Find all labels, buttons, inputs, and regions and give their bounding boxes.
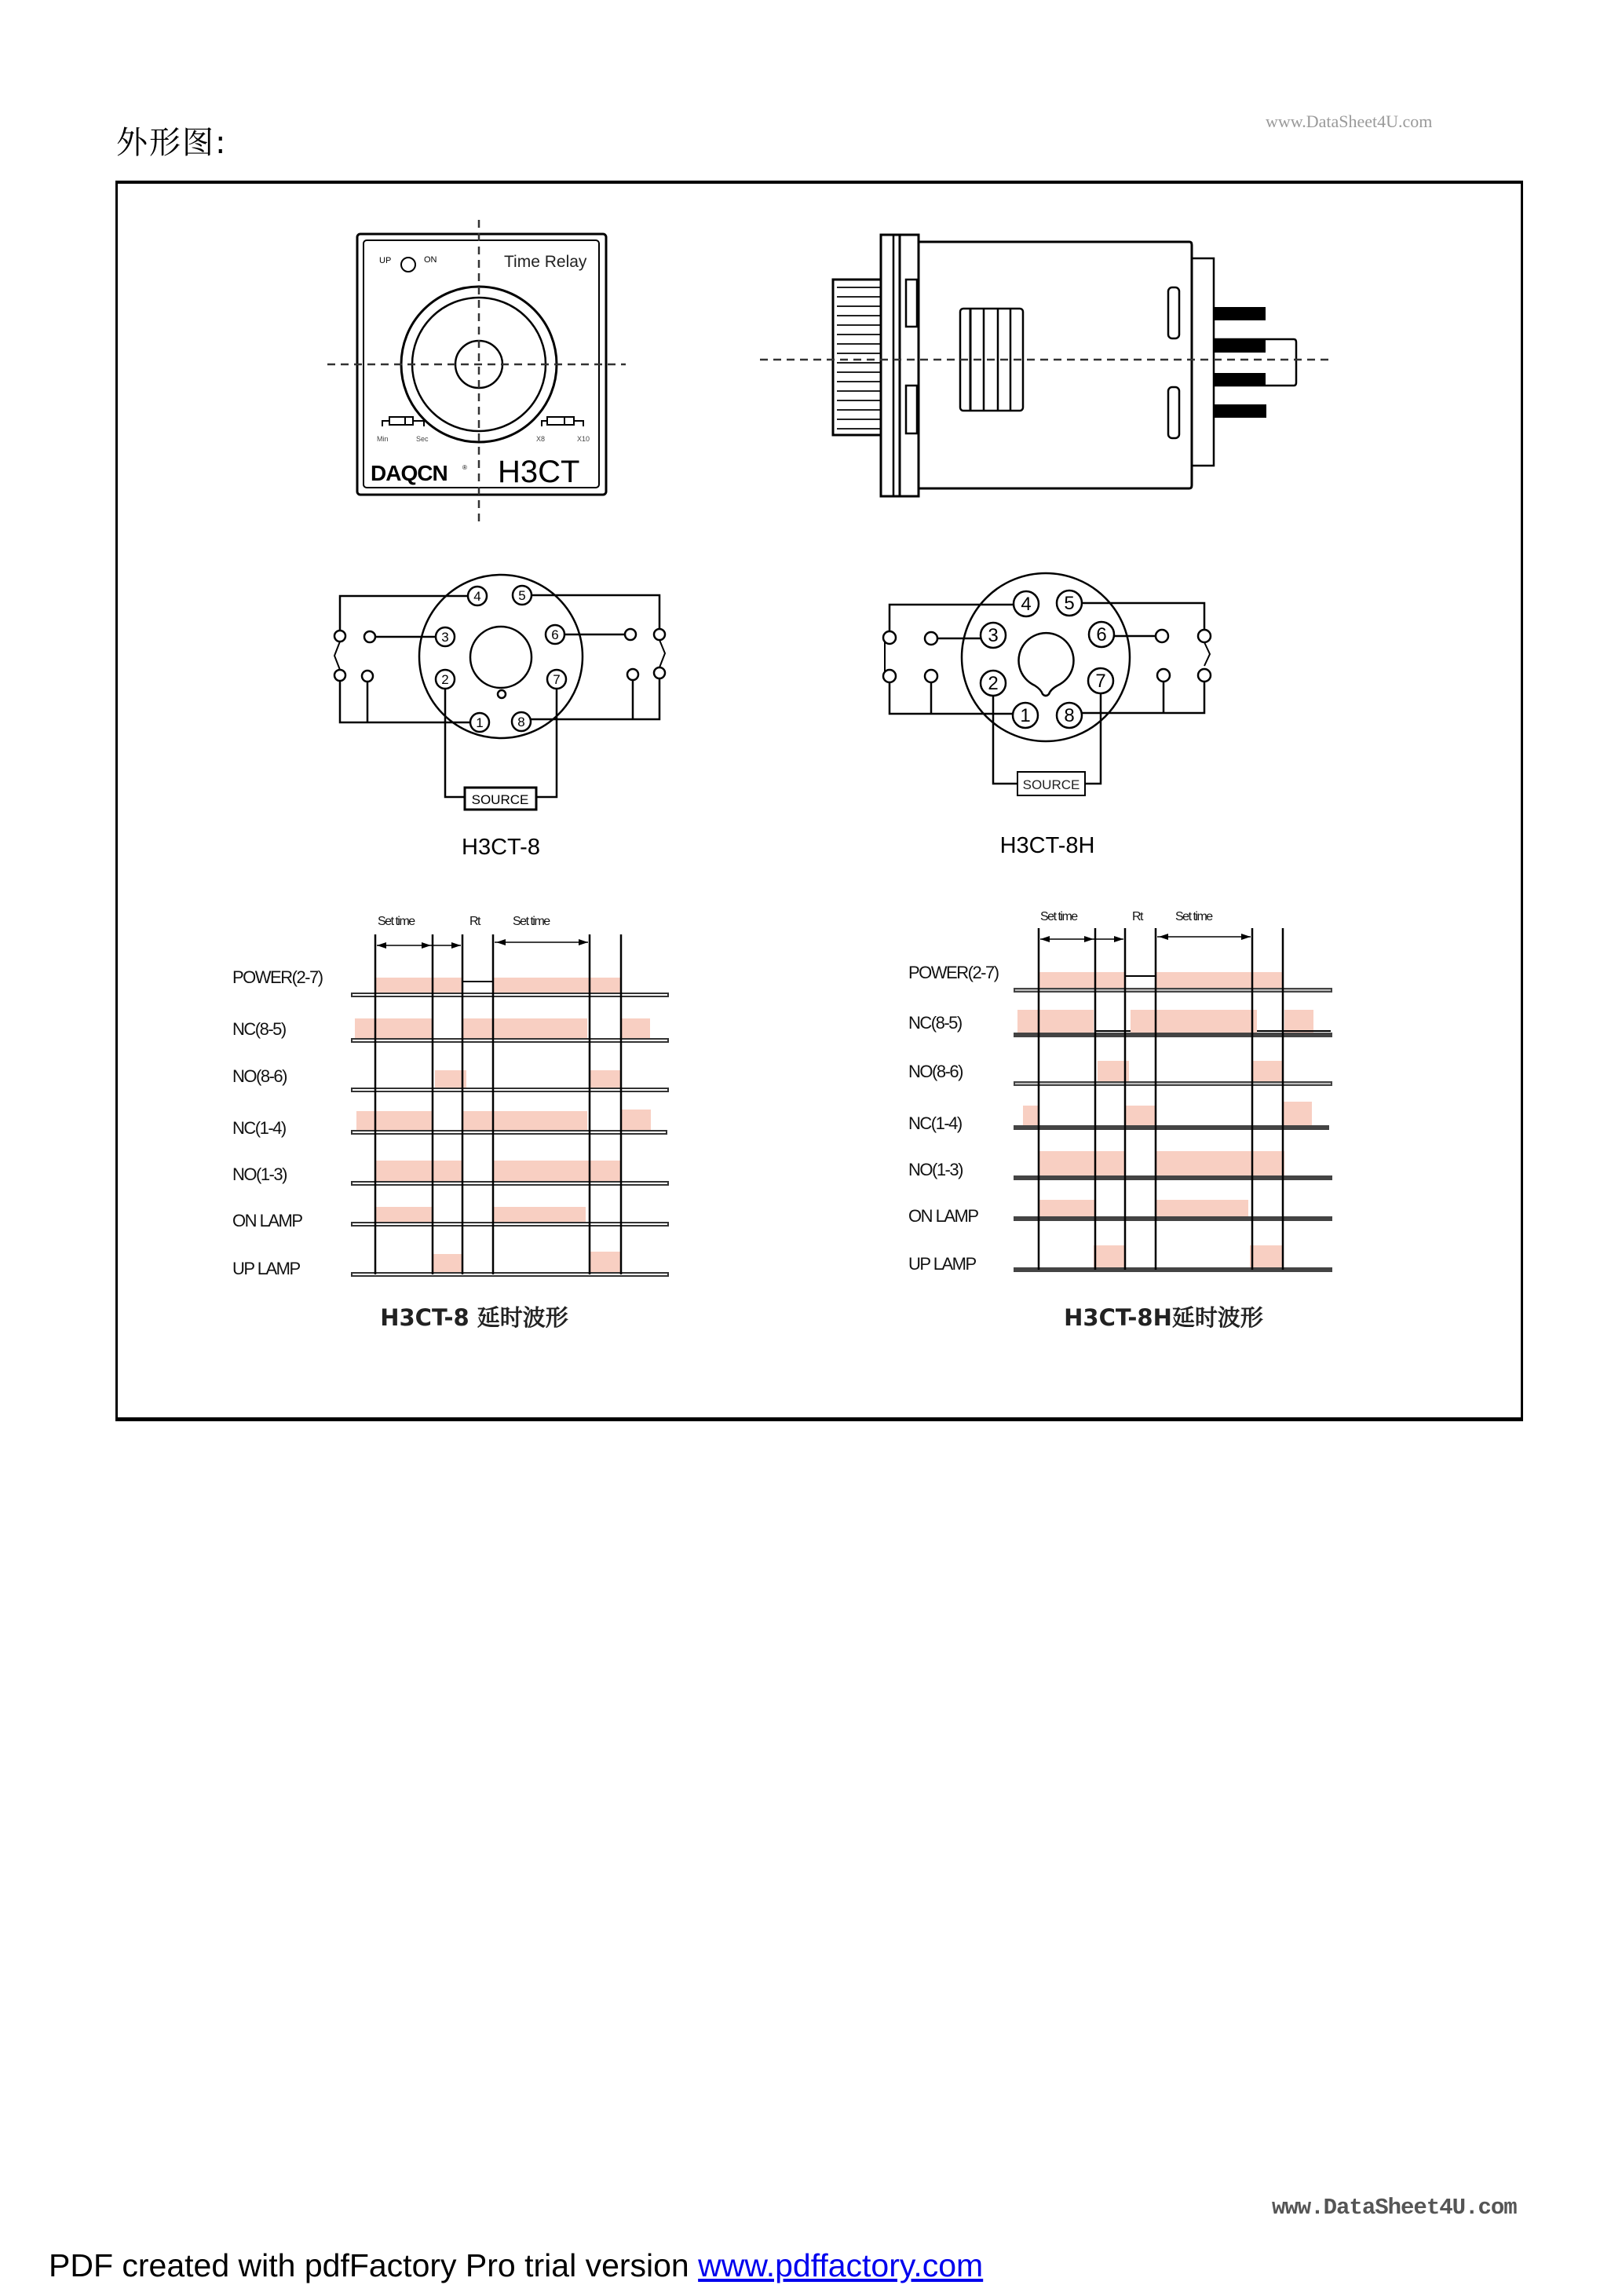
- pin-4-label: 4: [1021, 594, 1032, 615]
- product-type-label: Time Relay: [504, 253, 587, 271]
- pdffactory-link[interactable]: www.pdffactory.com: [698, 2247, 984, 2283]
- timing-chart-h3ct-8h: [908, 910, 1332, 1331]
- pin-8-label: 8: [517, 715, 525, 729]
- pin-5-label: 5: [1064, 593, 1075, 614]
- set-time-label: Set time: [1040, 910, 1077, 923]
- indicator-lamp-icon: [401, 258, 415, 272]
- signal-label-nc-1-4: NC(1-4): [232, 1118, 286, 1138]
- wiring-diagram-h3ct-8h: [883, 573, 1211, 795]
- watermark-bottom: www.DataSheet4U.com: [1272, 2195, 1517, 2221]
- signal-label-nc-8-5: NC(8-5): [232, 1019, 286, 1039]
- timing-chart-h3ct-8: [232, 915, 669, 1331]
- rt-label: Rt: [469, 915, 480, 928]
- pin-7-label: 7: [1095, 671, 1106, 692]
- page-heading: 外形图:: [116, 125, 228, 161]
- set-time-label: Set time: [1175, 910, 1212, 923]
- pdf-footer-text: PDF created with pdfFactory Pro trial version: [49, 2247, 699, 2283]
- on-label: ON: [424, 255, 437, 265]
- pin-2-label: 2: [441, 672, 449, 687]
- timing-caption-h3ct-8: H3CT-8 延时波形: [380, 1304, 568, 1331]
- rt-label: Rt: [1132, 910, 1142, 923]
- pin-6-label: 6: [551, 627, 559, 642]
- sec-label: Sec: [416, 435, 429, 443]
- signal-label-on-lamp: ON LAMP: [908, 1206, 978, 1226]
- pin-3-label: 3: [441, 630, 449, 645]
- model-label: H3CT: [498, 455, 580, 489]
- pin-numbers-h3ct-8: [441, 588, 560, 860]
- x8-label: X8: [536, 435, 546, 443]
- signal-label-no-8-6: NO(8-6): [232, 1066, 287, 1086]
- relay-pins: [1214, 307, 1266, 418]
- signal-label-on-lamp: ON LAMP: [232, 1211, 302, 1230]
- pin-5-label: 5: [518, 588, 526, 603]
- pin-2-label: 2: [988, 673, 999, 694]
- pin-3-label: 3: [988, 625, 999, 646]
- source-label: SOURCE: [471, 792, 529, 807]
- signal-label-nc-1-4: NC(1-4): [908, 1113, 962, 1133]
- signal-label-power: POWER(2-7): [232, 967, 323, 987]
- signal-label-up-lamp: UP LAMP: [908, 1254, 976, 1274]
- pin-4-label: 4: [473, 589, 481, 604]
- side-view: [760, 235, 1328, 496]
- source-label: SOURCE: [1022, 777, 1080, 792]
- knurled-knob: [833, 280, 881, 435]
- signal-label-up-lamp: UP LAMP: [232, 1259, 300, 1278]
- up-label: UP: [379, 256, 392, 265]
- registered-mark: ®: [462, 464, 467, 471]
- brand-logo: DAQCN: [371, 461, 448, 485]
- time-unit-switch-icon: [382, 417, 424, 426]
- wiring-diagram-h3ct-8: [334, 575, 665, 810]
- wiring-caption-h3ct-8h: H3CT-8H: [999, 833, 1095, 858]
- timing-caption-h3ct-8h: H3CT-8H延时波形: [1064, 1304, 1263, 1331]
- pin-8-label: 8: [1064, 705, 1075, 726]
- set-time-label: Set time: [513, 915, 550, 928]
- time-range-switch-icon: [542, 417, 583, 426]
- pin-7-label: 7: [553, 672, 561, 687]
- set-time-label: Set time: [378, 915, 415, 928]
- pin-6-label: 6: [1096, 624, 1107, 645]
- min-label: Min: [377, 435, 389, 443]
- signal-label-no-1-3: NO(1-3): [908, 1160, 963, 1179]
- signal-label-no-1-3: NO(1-3): [232, 1164, 287, 1184]
- wiring-caption-h3ct-8: H3CT-8: [462, 835, 540, 860]
- signal-label-nc-8-5: NC(8-5): [908, 1013, 962, 1033]
- x10-label: X10: [577, 435, 590, 443]
- pin-1-label: 1: [1020, 705, 1031, 726]
- pdf-footer: [49, 2247, 983, 2284]
- signal-label-no-8-6: NO(8-6): [908, 1062, 963, 1081]
- pin-1-label: 1: [476, 715, 484, 730]
- watermark-top: www.DataSheet4U.com: [1266, 112, 1433, 131]
- signal-label-power: POWER(2-7): [908, 963, 999, 982]
